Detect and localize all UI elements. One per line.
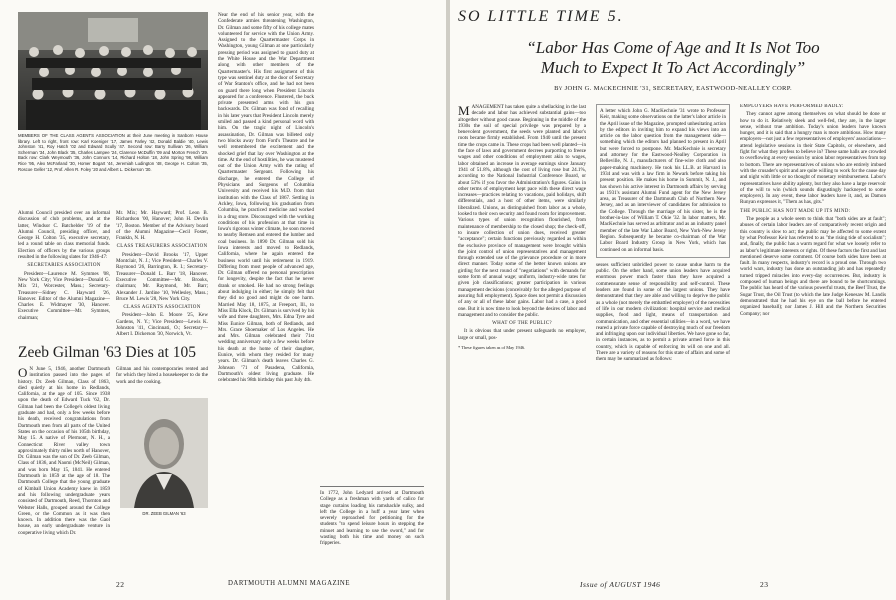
folio-issue-date: Issue of AUGUST 1946 bbox=[580, 580, 661, 589]
agents-officers: President—John E. Moore '25, Kew Gardens, N. Y.; Vice President—Lewis K. Johnston '41, Cincinnati, O.; Secretary—Albert I. Dickerson '30, Norwich, Vt. bbox=[116, 312, 208, 338]
group-photo-caption: MEMBERS OF THE CLASS AGENTS ASSOCIATION at their June meeting in Sanborn House library. Left to right, front row: Karl Koeniger '17, James Farley '42, Donald Baldie '40, Lewis Johnston '41, Roy Hatch '02 and Edward Scully '47. Second row: Barry Sullivan '26, William Scherman '34, John Black '35, Charles Lampee '24, Clarence McDuffin '09 and Morton French '29. Back row: Clark Weymouth '36, John Connors '14, Richard Holton '18, John Spring '98, William Rice '95, Alex McFarland '30, Homer Bogart '44, Jeremiah Ludington '48, George H. Colton '35, Roscoe Geller '12, Prof. Allen R. Foley '20 and Albert L. Dickerson '30. bbox=[18, 133, 208, 172]
obituary-dropcap: O bbox=[18, 366, 28, 380]
secretaries-officers: President—Laurence M. Symmes '08, New York City; Vice President—Donald G. Mix '21, Worcester, Mass.; Secretary-Treasurer—Sidney C. Hayward '26, Hanover. Editor of the Alumni Magazine—Charles E. Widmayer '30, Hanover. Executive Committee—Mr. Symmes, chairman; bbox=[18, 270, 110, 321]
labor-text-a: MANAGEMENT has taken quite a shellacking in the last decade and labor has achieved substantial gains—too altogether without good cause. Beginning in the middle of the 1930s the soil of special privilege was prepared by a benevolent government, the seeds were planted and labor's roots became firmly established. From 1940 until the present time the crops came in. These crops had been well planted—in the face of laws and government decrees purporting to freeze wages and other conditions of employment akin to wages, labor obtained an increase in average earnings since January 1941 of 51.8%, although the cost of living rose but 24.1%, according to the National Industrial Conference Board, or about 53% if you favor the Administration's figures. Gains in other terms of employment kept pace with these direct wage increases—practices relating to vacations, paid holidays, shift differentials, and a host of other items, were similarly liberalized. Unions, as distinguished from labor as a whole, looked to their own security and found room for improvement. Various types of union recognition flourished, from maintenance of membership to the closed shop; the check-off, to insure collection of union dues, received greater "acceptance"; certain functions previously regarded as within the exclusive province of management were brought within the joint control of union representatives and management through extended use of the grievance procedure or in more direct manner. Today some of the better known unions are girding for the next round of "negotiations" with demands for some form of annual wage; uniform, industry-wide rates for given job classifications; greater participation in various management decisions (conceivably for the alleged purpose of assuring full employment). Space does not permit a discussion of any or all of these labor gains. Labor had a case, a good one. But it is now time to look beyond the desires of labor and management and to consider the public. bbox=[458, 104, 586, 318]
right-page bbox=[450, 0, 896, 600]
public-heading: WHAT OF THE PUBLIC? bbox=[492, 321, 552, 327]
article-title: Zeeb Gilman '63 Dies at 105 bbox=[18, 344, 196, 361]
treasurers-heading: CLASS TREASURERS ASSOCIATION bbox=[116, 244, 208, 250]
obituary-column-c bbox=[218, 12, 314, 572]
ledyard-box bbox=[320, 486, 424, 570]
labor-column-c bbox=[740, 104, 886, 574]
author-note: A letter which John G. MacKechnie '31 wrote to Professor Keir, making some observations on the latter's labor article in the April issue of the Magazine, prompted unhesitating action by the editors in inviting him to expand his views into an article on the labor question from the management side—something which the editors had planned to present in April but were forced to postpone. Mr. MacKechnie is secretary and attorney for the Eastwood-Nealley Corporation in Belleville, N. J., manufacturers of fine-wire cloth and also paper-making machinery. He took his LL.B. at Harvard in 1934 and was with a law firm in Newark before taking his present position. He makes his home in Summit, N. J., and has shown his active interest in Dartmouth affairs by serving as 1931's assistant Alumni Fund agent for the New Jersey area, as Treasurer of the Dartmouth Club of Northern New Jersey, and as an interviewer of candidates for admission to the College. Through the marriage of his sister, he is the brother-in-law of William T. Okie '32. In labor matters, Mr. MacKechnie has served as arbitrator and as an industry panel member of the late War Labor Board, New York-New Jersey Region. Subsequently he became co-chairman of the War Labor Board Industry Group in New York, which has continued on an informal basis. bbox=[600, 108, 726, 253]
labor-text-b: sesses sufficient unbridled power to cause undue harm to the public. On the other hand, some union leaders have acquired enormous power much faster than they have acquired a commensurate sense of responsibility and self-control. These leaders are found in some of the largest unions. They have demonstrated that they are able and willing to deprive the public as a whole (not merely the embattled employer) of the necessities of life in our modern civilization: hospital service and medical supplies, food and light, means of transportation and communication, and other essential utilities—in a word, we have reared a private force capable of destroying much of our freedom and infringing upon our individual liberties. We have gone so far, in certain instances, as to permit a private armed force in this country, which is capable of enforcing its will on one and all. There are a variety of reasons for this state of affairs and some of them may be summarized as follows: bbox=[596, 261, 730, 363]
treasurers-officers: President—David Brooks '17, Upper Montclair, N. J.; Vice President—Charles V. Raymond '26, Barrington, R. I.; Secretary-Treasurer—Donald L. Barr '18, Hanover. Executive Committee—Mr. Brooks, chairman; Mr. Raymond, Mr. Barr; Alexander J. Jardine '10, Wellesley, Mass.; Bruce M. Lewis '28, New York City. bbox=[116, 251, 208, 302]
headline-line-2: Much to Expect It To Act Accordingly” bbox=[540, 58, 806, 77]
folio-page-number-left: 22 bbox=[116, 580, 125, 589]
associations-column-b bbox=[116, 210, 208, 338]
associations-column-a bbox=[18, 210, 110, 338]
obituary-column-a bbox=[18, 366, 110, 570]
labor-dropcap: M bbox=[458, 104, 470, 118]
public-text: It is obvious that under present safeguards no employer, large or small, pos- bbox=[458, 328, 586, 341]
folio-page-number-right: 23 bbox=[760, 580, 769, 589]
employers-heading: EMPLOYERS HAVE PERFORMED BADLY: bbox=[740, 104, 844, 109]
public-not-text: The people as a whole seem to think that "both sides are at fault"; abuses of certain labor leaders are of comparatively recent origin and this country is slow to act; the public may be affected to some extent by what Professor Keir has referred to as "the rising tide of socialism"; and, finally, the public has a warm regard for what we loosely refer to as labor's legitimate interests or rights. Of these factors the first and last mentioned deserve some comment. Of course both sides have been at fault. In many respects, industry's record is a proud one. Through two world wars, industry has done an outstanding job and has repeatedly turned tripped miracles into every-day occurrences. But, industry is composed of human beings and there are bound to be shortcomings. The public has heard of the various powerful trusts, the Beef Trust, the Sugar Trust, the Oil Trust (to which the late Judge Kenesaw M. Landis demonstrated that he had his eye on the ball before he entered organized baseball); nor James J. Hill and the Northern Securities Company; nor bbox=[740, 216, 886, 317]
obituary-text-c: Near the end of his senior year, with the Confederate armies threatening Washington, Dr. Gilman and some fifty of his college mates volunteered for service with the Union Army. Assigned to the Quartermaster Corps in Washington, young Gilman at one particularly pressing period was assigned to guard duty at the White House and the War Department along with other members of the Quartermaster's. His first assignment of this type was sentinel duty at the door of Secretary of War Stanton's office, and he had not been on guard there long when President Lincoln appeared for a conference. Flustered, the buck private presented arms with his gun backwards. Dr. Gilman was fond of recalling in his later years that President Lincoln merely smiled and passed a kind personal word with him. On the tragic night of Lincoln's assassination, Dr. Gilman was billeted only two blocks away from Ford's Theatre and he well remembered the excitement and the shocked grief that lay over Washington at the time. At the end of hostilities, he was mustered out of the Union Army with the rating of Quartermaster Sergeant. Following his discharge, he entered the College of Physicians and Surgeons of Columbia University and received his M.D. from that institution with the Class of 1867. Settling in Ackley, Iowa, following his graduation from Columbia, he practiced medicine and worked in a drug store. Discouraged with the working conditions of his profession at that time in Iowa's rigorous winter climate, he soon moved to nearby Remsen and entered the lumber and coal business. In 1890 Dr. Gilman sold his Iowa interests and moved to Redlands, California, where he again entered the business world until his retirement in 1919. Differing from most people of advanced age, Dr. Gilman offered no personal prescription for longevity, despite the fact that he never drank or smoked. He had no strong feelings about indulging in either; he simply felt that they did no good and might do one harm. Married May 18, 1875, at Freeport, Ill., to Miss Ella Klock, Dr. Gilman is survived by his wife and three daughters, Mrs. Edna Tyre and Miss Eunice Gilman, both of Redlands, and Mrs. Grace Shoemaker of Los Angeles. He and Mrs. Gilman celebrated their 71st wedding anniversary only a few weeks before his death at the home of their daughter, Eunice, with whom they resided for many years. Dr. Gilman's death leaves Charles G. Johnson '71 of Pasadena, California, Dartmouth's oldest living graduate. He celebrated his 98th birthday this past July 4th. bbox=[218, 12, 314, 384]
group-photo-figures bbox=[18, 12, 208, 130]
obituary-text-a: O N June 5, 1946, another Dartmouth institution passed into the pages of history. Dr. Zeeb Gilman, Class of 1863, died quietly at his home in Redlands, California, at the age of 105. Since 1938 upon the death of Edward Tuck '62, Dr. Gilman had been the College's oldest living graduate and had, only a few weeks before his death, received congratulations from Dartmouth men from all parts of the United States on the occasion of his 105th birthday, May 15. A native of Plermont, N. H., a Connecticut River valley town approximately thirty miles north of Hanover, Dr. Gilman was the son of Dr. Zeeb Gilman, Class of 1836, and Naomi (McNeil) Gilman, and was born May 15, 1841. He entered Dartmouth in 1859 at the age of 18. The Dartmouth College that the young graduate of Kimball Union Academy knew in 1859 and his following undergraduate years consisted of Dartmouth, Reed, Thornton and Webster Halls, grouped around the College Green, or the Common as it was then known. In addition there was the Gaol house, an early undergraduate venture in cooperative living which Dr. bbox=[18, 366, 110, 536]
portrait-figure bbox=[120, 398, 208, 508]
portrait-photo bbox=[120, 398, 208, 508]
labor-column-a bbox=[458, 104, 586, 574]
portrait-caption: DR. ZEEB GILMAN '63 bbox=[142, 511, 186, 516]
footnote: * These figures taken as of May 1946. bbox=[458, 344, 526, 350]
agents-heading: CLASS AGENTS ASSOCIATION bbox=[123, 305, 201, 311]
ledyard-text: In 1772, John Ledyard arrived at Dartmouth College as a freshman with yards of calico for stage curtains loading his ramshackle sulky, and left the College in a huff a year later when severely reproached for petitioning for the students "to spend leisure hours in stepping the minuet and learning to use the sword," and for wasting both his time and money on such fripperies. bbox=[320, 490, 424, 547]
left-page bbox=[0, 0, 446, 600]
headline-line-1: “Labor Has Come of Age and It Is Not Too bbox=[526, 38, 820, 57]
obituary-column-b bbox=[116, 366, 208, 388]
secretaries-continued: Mr. Mix; Mr. Hayward; Prof. Leon B. Richardson '00, Hanover; John H. Devlin '17, Boston. Member of the Advisory board of the Alumni Magazine—Cecil Foster, Frankln, N. H. bbox=[116, 210, 208, 242]
employers-text: They cannot agree among themselves on what should be done or how to do it. Relatively sleek and well-fed, they are, in the larger sense, without true ambition. Today's union leaders have known hunger, and it is said that a hungry man is more ambitious. How many employers—not just a few representatives of employers' associations—attend legislative sessions in their State Capitols, or elsewhere, and fight for what they profess to believe in? These same halls are crowded to overflowing at every session by union labor representatives from top to bottom. There are representatives of unions who are entirely imbued with the crusader's spirit and are quite willing to work for the cause day and night with little or no thought of monetary reimbursement. Labor's representatives have ability aplenty, but they also have a large reservoir of the will to win (which sounds disgustingly hackneyed to some employers). In any event, these labor leaders have it, and, as Damon Runyan expresses it, "Them as has, gits." bbox=[740, 111, 886, 206]
section-title: SO LITTLE TIME 5. bbox=[458, 8, 624, 25]
public-not-heading: THE PUBLIC HAS NOT MADE UP ITS MIND: bbox=[740, 208, 851, 214]
author-note-box bbox=[596, 104, 730, 258]
group-photo bbox=[18, 12, 208, 130]
labor-column-b bbox=[596, 104, 730, 574]
folio-magazine-title: DARTMOUTH ALUMNI MAGAZINE bbox=[228, 580, 350, 587]
obituary-text-b: Gilman and his contemporaries rented and for which they hired a housekeeper to do the work and the cooking. bbox=[116, 366, 208, 385]
secretaries-heading: SECRETARIES ASSOCIATION bbox=[27, 263, 101, 269]
associations-intro: Alumni Council presided over an informal discussion of club problems, and at the latter, Windsor C. Batchelder '19 of the Alumni Council, presiding officer, and George H. Colton '35, executive secretary, led a round table on class memorial funds. Election of officers by the various groups resulted in the following slates for 1946-47: bbox=[18, 210, 110, 261]
byline: By JOHN G. MacKECHNIE '31, SECRETARY, EASTWOOD-NEALLEY CORP. bbox=[554, 85, 792, 92]
